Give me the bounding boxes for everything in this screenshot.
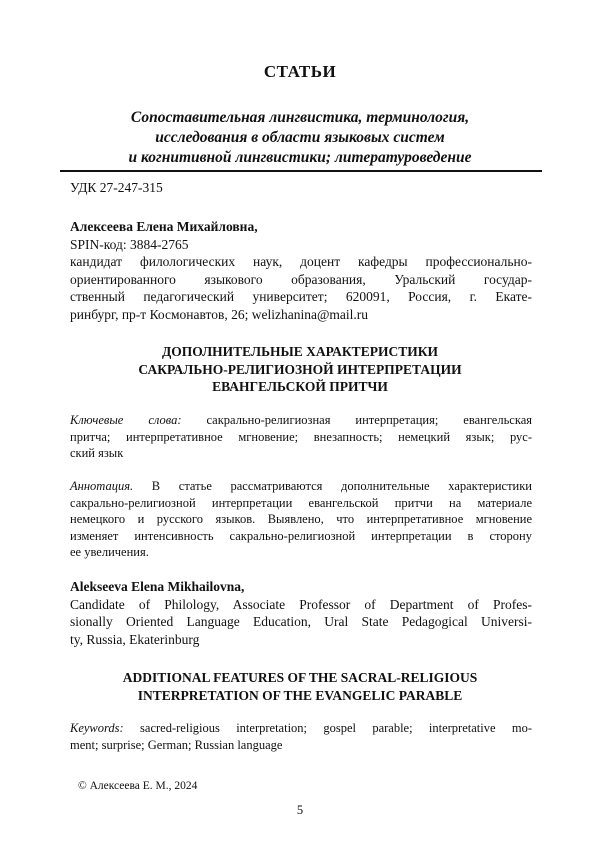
title-line: САКРАЛЬНО-РЕЛИГИОЗНОЙ ИНТЕРПРЕТАЦИИ [138, 361, 462, 377]
keywords-ru [70, 412, 532, 462]
author-name-en: Alekseeva Elena Mikhailovna, [70, 579, 245, 594]
rubric-heading [60, 108, 540, 168]
author-affiliation-line-en: Candidate of Philology, Associate Professor of Department of Profes- [70, 596, 532, 612]
keywords-line-en: ment; surprise; German; Russian language [70, 737, 283, 752]
keywords-en [70, 720, 532, 753]
annotation-line: немецкого и русского языков. Выявлено, что интерпретативное мгновение [70, 512, 532, 526]
annotation-line: сакрально-религиозной интерпретации евангельской притчи на материале [70, 495, 532, 510]
udc-code: УДК 27-247-315 [70, 180, 163, 195]
keywords-line: ский язык [70, 446, 124, 460]
keywords-line-en [70, 720, 532, 737]
author-affiliation-line: ориентированного языкового образования, Уральский государ- [70, 271, 532, 287]
article-title-en [60, 669, 540, 704]
author-affiliation-line-en: ty, Russia, Ekaterinburg [70, 631, 200, 647]
title-line: ЕВАНГЕЛЬСКОЙ ПРИТЧИ [212, 379, 388, 394]
annotation-line: ее увеличения. [70, 545, 149, 559]
keywords-text: сакрально-религиозная интерпретация; евангельская [206, 413, 532, 427]
author-affiliation-line: кандидат филологических наук, доцент кафедры профессионально- [70, 254, 532, 269]
author-affiliation-line-en: sionally Oriented Language Education, Ural State Pedagogical Universi- [70, 614, 532, 629]
rubric-line: исследования в области языковых систем [155, 129, 445, 146]
rubric-divider [60, 170, 542, 172]
author-block-ru [70, 218, 532, 323]
title-line-en: INTERPRETATION OF THE EVANGELIC PARABLE [137, 687, 463, 703]
copyright-note: © Алексеева Е. М., 2024 [78, 780, 198, 792]
annotation-line: изменяет интенсивность сакрально-религиозной интерпретации в сторону [70, 528, 532, 543]
title-line: ДОПОЛНИТЕЛЬНЫЕ ХАРАКТЕРИСТИКИ [162, 344, 438, 359]
author-name-ru: Алексеева Елена Михайловна, [70, 219, 258, 234]
keywords-line [70, 412, 532, 429]
rubric-line: и когнитивной лингвистики; литературоведение [128, 149, 472, 166]
article-title-ru [60, 343, 540, 396]
keywords-label: Ключевые слова: [70, 413, 182, 427]
author-block-en [70, 578, 532, 648]
annotation-text: В статье рассматриваются дополнительные характеристики [151, 479, 532, 493]
keywords-text-en: sacred-religious interpretation; gospel parable; interpretative mo- [140, 721, 533, 735]
title-line-en: ADDITIONAL FEATURES OF THE SACRAL-RELIGIOUS [122, 670, 478, 685]
annotation-line [70, 478, 532, 495]
section-title: СТАТЬИ [263, 62, 337, 81]
page-number: 5 [296, 803, 304, 817]
rubric-line: Сопоставительная лингвистика, терминология, [130, 109, 470, 126]
annotation-label: Аннотация. [70, 479, 134, 493]
author-affiliation-line: ственный педагогический университет; 620091, Россия, г. Екате- [70, 289, 532, 304]
keywords-label-en: Keywords: [70, 721, 124, 735]
author-affiliation-line: ринбург, пр-т Космонавтов, 26; welizhanina@mail.ru [70, 306, 369, 322]
keywords-line: притча; интерпретативное мгновение; внезапность; немецкий язык; рус- [70, 429, 532, 444]
annotation-ru [70, 478, 532, 561]
author-spin: SPIN-код: 3884-2765 [70, 236, 189, 252]
